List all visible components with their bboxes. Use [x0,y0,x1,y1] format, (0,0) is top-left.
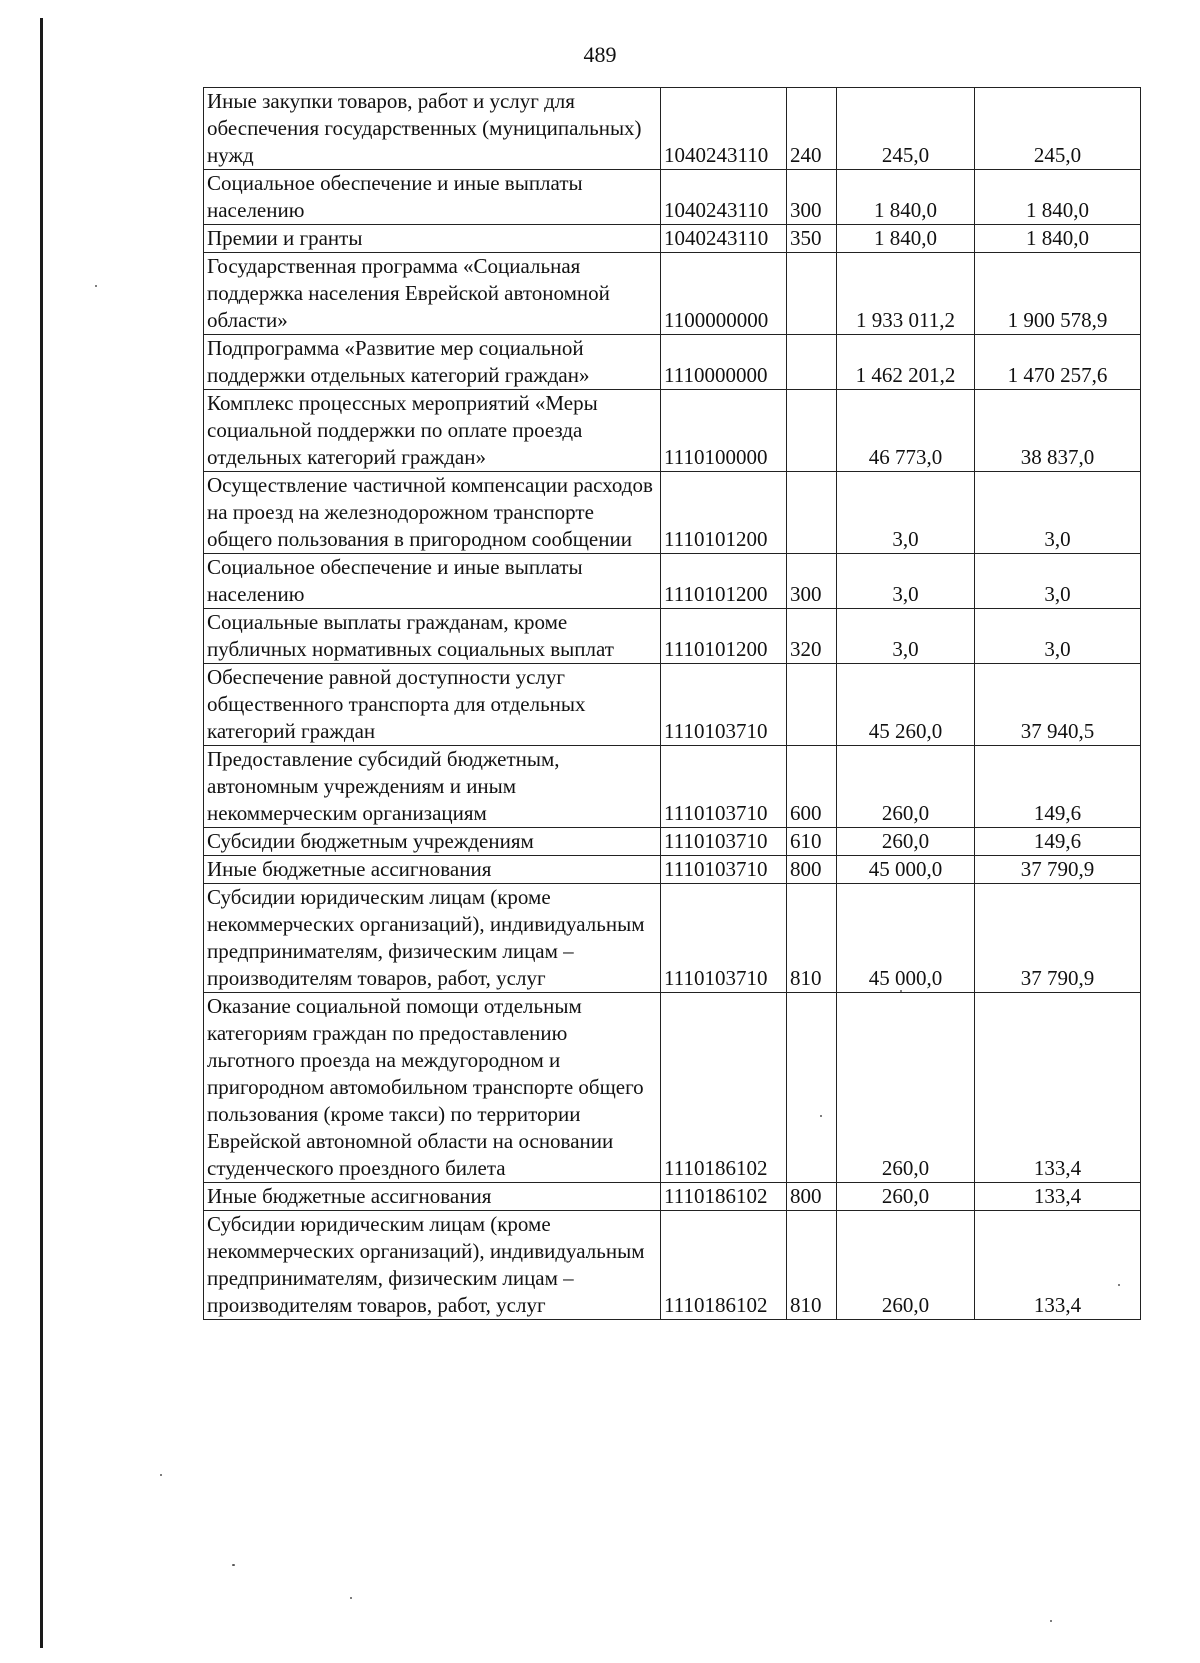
target-article-code-cell: 1110103710 [661,856,787,884]
amount-year2-cell: 1 840,0 [975,170,1141,225]
amount-year2-cell: 149,6 [975,828,1141,856]
target-article-code-cell: 1110103710 [661,828,787,856]
amount-year1-cell: 260,0 [837,993,975,1183]
row-name-cell: Подпрограмма «Развитие мер социальной поддержки отдельных категорий граждан» [204,335,661,390]
target-article-code-cell: 1110186102 [661,1211,787,1320]
expense-type-code-cell [787,253,837,335]
row-name-cell: Социальное обеспечение и иные выплаты населению [204,170,661,225]
expense-type-code-cell [787,993,837,1183]
target-article-code-cell: 1110103710 [661,884,787,993]
amount-year1-cell: 245,0 [837,88,975,170]
table-row [204,1183,1141,1211]
row-name-cell: Субсидии юридическим лицам (кроме некоммерческих организаций), индивидуальным предпринимателям, физическим лицам – производителям товаров, работ, услуг [204,884,661,993]
amount-year2-cell: 133,4 [975,1211,1141,1320]
amount-year1-cell: 1 840,0 [837,225,975,253]
table-row [204,554,1141,609]
table-row [204,335,1141,390]
budget-table-body [204,88,1141,1320]
amount-year2-cell: 38 837,0 [975,390,1141,472]
amount-year2-cell: 37 790,9 [975,884,1141,993]
row-name-cell: Иные бюджетные ассигнования [204,1183,661,1211]
row-name-cell: Социальные выплаты гражданам, кроме публичных нормативных социальных выплат [204,609,661,664]
expense-type-code-cell: 810 [787,1211,837,1320]
target-article-code-cell: 1110101200 [661,472,787,554]
table-row [204,253,1141,335]
amount-year2-cell: 37 790,9 [975,856,1141,884]
amount-year1-cell: 1 840,0 [837,170,975,225]
target-article-code-cell: 1040243110 [661,88,787,170]
row-name-cell: Иные бюджетные ассигнования [204,856,661,884]
table-row [204,884,1141,993]
table-row [204,664,1141,746]
amount-year1-cell: 1 933 011,2 [837,253,975,335]
table-row [204,88,1141,170]
amount-year1-cell: 45 260,0 [837,664,975,746]
target-article-code-cell: 1110000000 [661,335,787,390]
table-row [204,609,1141,664]
page-number: 489 [583,42,617,67]
expense-type-code-cell: 800 [787,1183,837,1211]
amount-year1-cell: 1 462 201,2 [837,335,975,390]
amount-year2-cell: 37 940,5 [975,664,1141,746]
amount-year1-cell: 260,0 [837,746,975,828]
table-row [204,390,1141,472]
expense-type-code-cell: 350 [787,225,837,253]
amount-year2-cell: 1 840,0 [975,225,1141,253]
row-name-cell: Осуществление частичной компенсации расходов на проезд на железнодорожном транспорте общего пользования в пригородном сообщении [204,472,661,554]
binding-edge-line [40,18,43,1648]
amount-year2-cell: 149,6 [975,746,1141,828]
table-row [204,472,1141,554]
target-article-code-cell: 1100000000 [661,253,787,335]
table-row [204,828,1141,856]
amount-year1-cell: 3,0 [837,554,975,609]
expense-type-code-cell: 300 [787,170,837,225]
amount-year1-cell: 45 000,0 [837,884,975,993]
expense-type-code-cell [787,335,837,390]
row-name-cell: Социальное обеспечение и иные выплаты населению [204,554,661,609]
amount-year2-cell: 3,0 [975,554,1141,609]
target-article-code-cell: 1040243110 [661,225,787,253]
expense-type-code-cell [787,390,837,472]
expense-type-code-cell: 600 [787,746,837,828]
row-name-cell: Премии и гранты [204,225,661,253]
row-name-cell: Предоставление субсидий бюджетным, автономным учреждениям и иным некоммерческим организациям [204,746,661,828]
amount-year1-cell: 3,0 [837,472,975,554]
table-row [204,170,1141,225]
amount-year1-cell: 3,0 [837,609,975,664]
expense-type-code-cell: 320 [787,609,837,664]
target-article-code-cell: 1110186102 [661,993,787,1183]
expense-type-code-cell [787,472,837,554]
table-row [204,993,1141,1183]
target-article-code-cell: 1110186102 [661,1183,787,1211]
expense-type-code-cell: 800 [787,856,837,884]
table-row [204,225,1141,253]
amount-year1-cell: 260,0 [837,828,975,856]
amount-year1-cell: 260,0 [837,1211,975,1320]
target-article-code-cell: 1110103710 [661,664,787,746]
target-article-code-cell: 1110100000 [661,390,787,472]
table-row [204,746,1141,828]
amount-year1-cell: 260,0 [837,1183,975,1211]
row-name-cell: Субсидии бюджетным учреждениям [204,828,661,856]
expense-type-code-cell: 300 [787,554,837,609]
amount-year1-cell: 45 000,0 [837,856,975,884]
amount-year2-cell: 245,0 [975,88,1141,170]
amount-year1-cell: 46 773,0 [837,390,975,472]
row-name-cell: Субсидии юридическим лицам (кроме некоммерческих организаций), индивидуальным предпринимателям, физическим лицам – производителям товаров, работ, услуг [204,1211,661,1320]
amount-year2-cell: 3,0 [975,472,1141,554]
row-name-cell: Оказание социальной помощи отдельным категориям граждан по предоставлению льготного проезда на междугородном и пригородном автомобильном транспорте общего пользования (кроме такси) по территории Еврейской автономной области на основании студенческого проездного билета [204,993,661,1183]
target-article-code-cell: 1110101200 [661,609,787,664]
target-article-code-cell: 1110101200 [661,554,787,609]
table-row [204,1211,1141,1320]
row-name-cell: Обеспечение равной доступности услуг общественного транспорта для отдельных категорий граждан [204,664,661,746]
target-article-code-cell: 1040243110 [661,170,787,225]
expense-type-code-cell [787,664,837,746]
amount-year2-cell: 1 900 578,9 [975,253,1141,335]
budget-table [203,87,1141,1320]
table-row [204,856,1141,884]
expense-type-code-cell: 610 [787,828,837,856]
expense-type-code-cell: 810 [787,884,837,993]
row-name-cell: Государственная программа «Социальная поддержка населения Еврейской автономной области» [204,253,661,335]
target-article-code-cell: 1110103710 [661,746,787,828]
amount-year2-cell: 1 470 257,6 [975,335,1141,390]
amount-year2-cell: 133,4 [975,1183,1141,1211]
amount-year2-cell: 3,0 [975,609,1141,664]
row-name-cell: Иные закупки товаров, работ и услуг для обеспечения государственных (муниципальных) нужд [204,88,661,170]
amount-year2-cell: 133,4 [975,993,1141,1183]
expense-type-code-cell: 240 [787,88,837,170]
row-name-cell: Комплекс процессных мероприятий «Меры социальной поддержки по оплате проезда отдельных категорий граждан» [204,390,661,472]
